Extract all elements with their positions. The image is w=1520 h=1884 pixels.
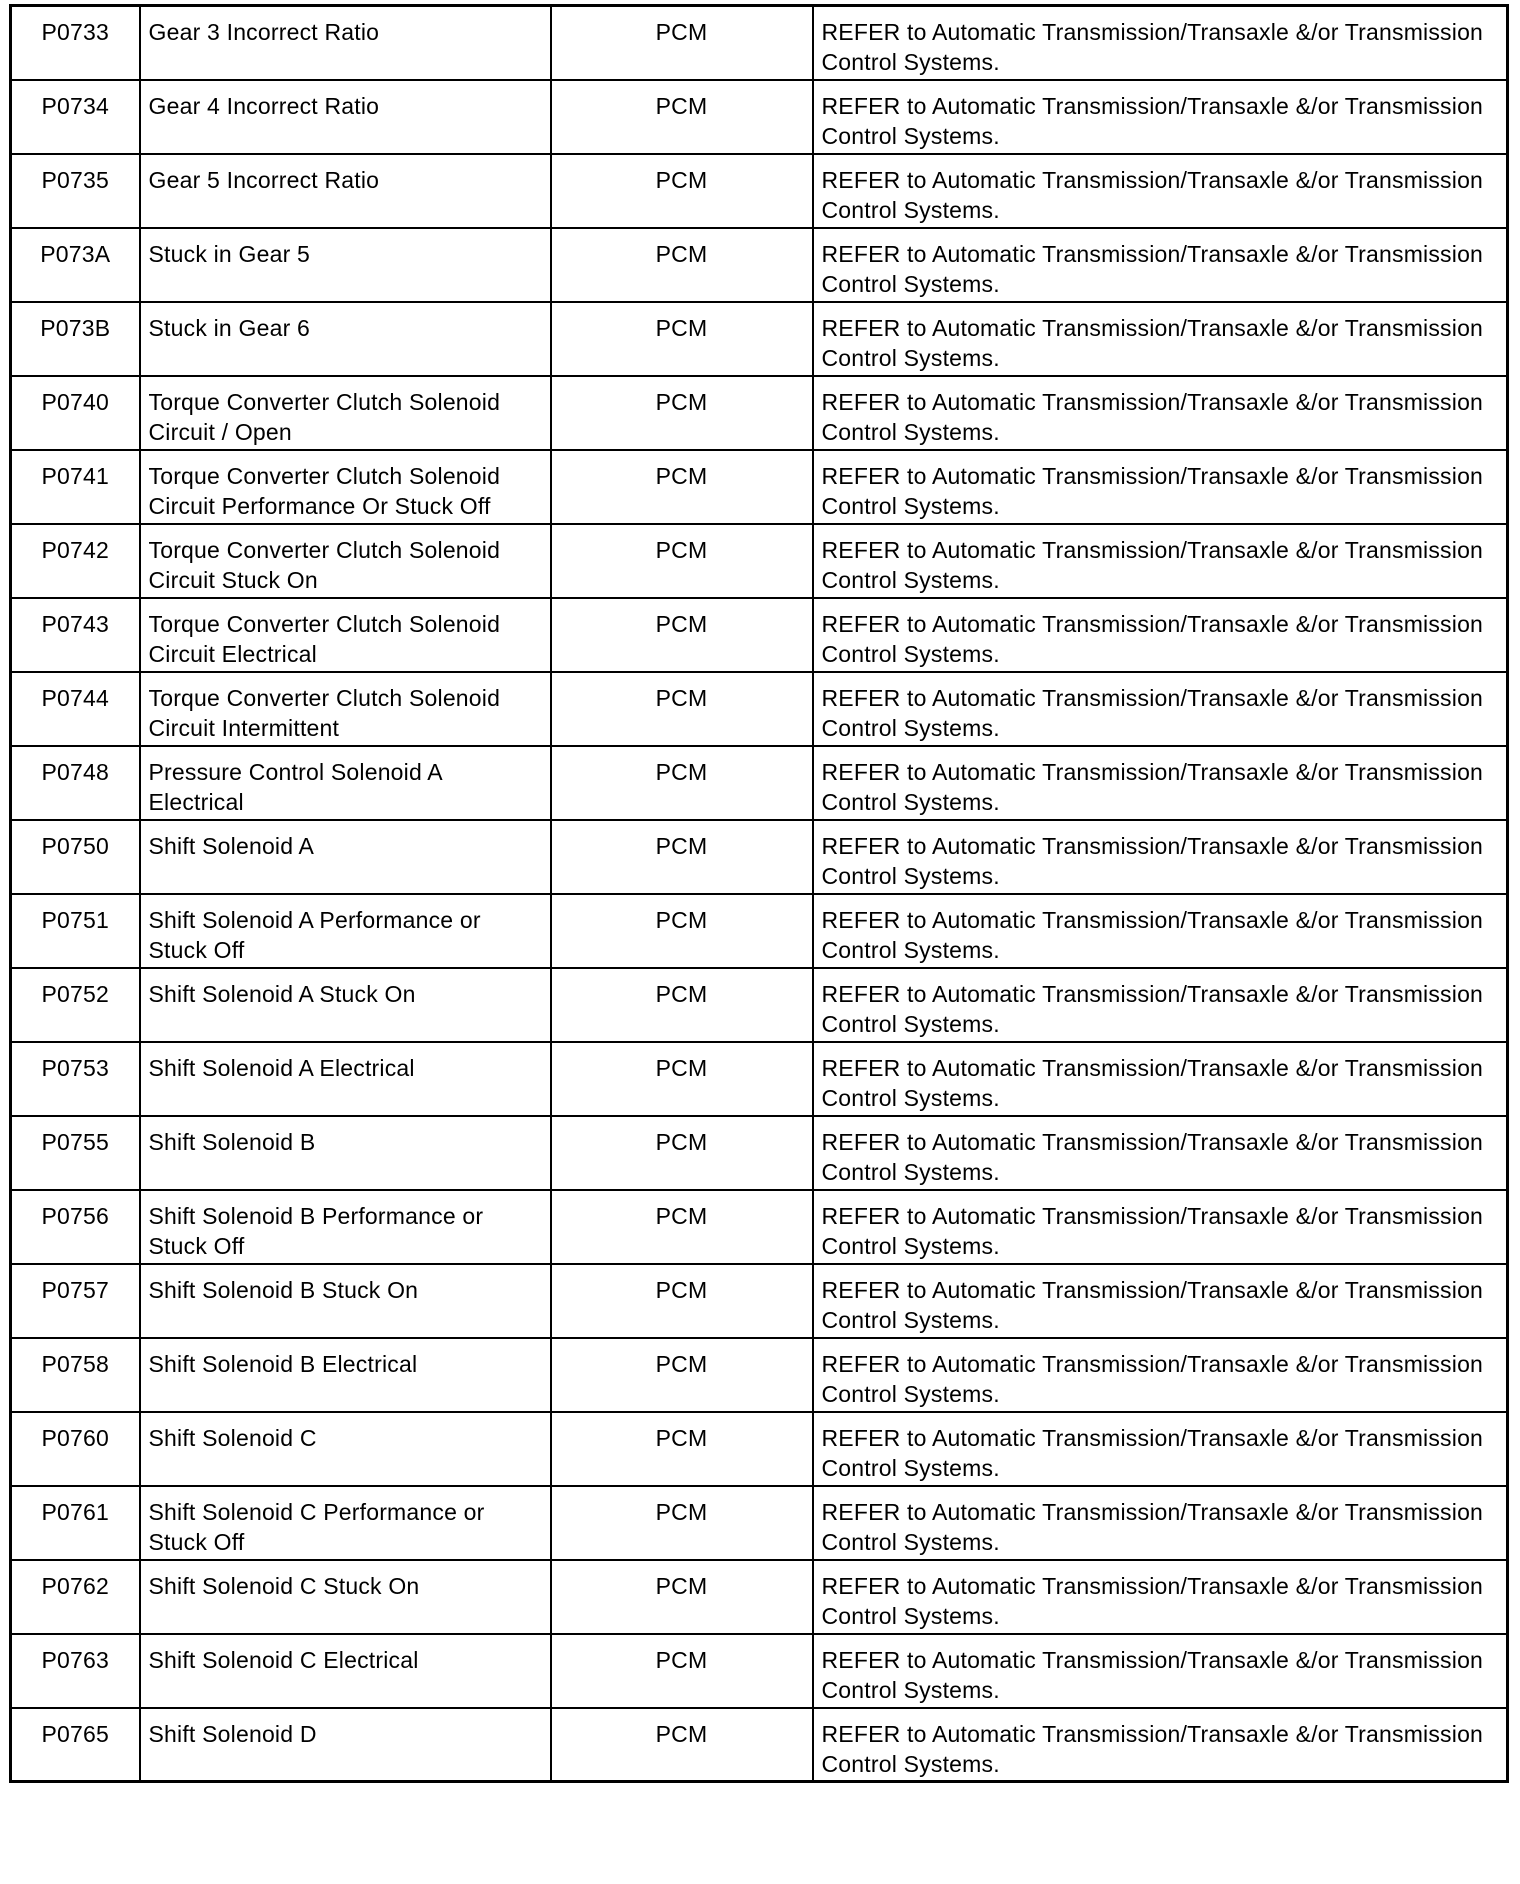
dtc-action-cell: REFER to Automatic Transmission/Transaxle &/or Transmission Control Systems. [813,1190,1508,1264]
table-row [11,1560,1508,1634]
dtc-module-cell: PCM [551,968,813,1042]
dtc-module-cell: PCM [551,1264,813,1338]
dtc-module-cell: PCM [551,1708,813,1782]
dtc-code-cell: P0744 [11,672,140,746]
dtc-action-cell: REFER to Automatic Transmission/Transaxle &/or Transmission Control Systems. [813,1486,1508,1560]
dtc-code-cell: P0755 [11,1116,140,1190]
dtc-table [9,4,1509,1783]
dtc-description-cell: Torque Converter Clutch Solenoid Circuit Stuck On [140,524,551,598]
dtc-description-cell: Pressure Control Solenoid A Electrical [140,746,551,820]
dtc-module-cell: PCM [551,598,813,672]
table-row [11,80,1508,154]
dtc-description-cell: Shift Solenoid A Electrical [140,1042,551,1116]
dtc-module-cell: PCM [551,6,813,80]
table-row [11,968,1508,1042]
dtc-module-cell: PCM [551,228,813,302]
table-row [11,598,1508,672]
dtc-module-cell: PCM [551,302,813,376]
dtc-action-cell: REFER to Automatic Transmission/Transaxle &/or Transmission Control Systems. [813,1338,1508,1412]
dtc-action-cell: REFER to Automatic Transmission/Transaxle &/or Transmission Control Systems. [813,1560,1508,1634]
dtc-action-cell: REFER to Automatic Transmission/Transaxle &/or Transmission Control Systems. [813,1708,1508,1782]
dtc-action-cell: REFER to Automatic Transmission/Transaxle &/or Transmission Control Systems. [813,228,1508,302]
dtc-description-cell: Gear 5 Incorrect Ratio [140,154,551,228]
dtc-module-cell: PCM [551,1486,813,1560]
dtc-code-cell: P0740 [11,376,140,450]
dtc-code-cell: P0733 [11,6,140,80]
dtc-code-cell: P0743 [11,598,140,672]
dtc-action-cell: REFER to Automatic Transmission/Transaxle &/or Transmission Control Systems. [813,376,1508,450]
dtc-code-cell: P073A [11,228,140,302]
table-row [11,1412,1508,1486]
dtc-description-cell: Shift Solenoid C Electrical [140,1634,551,1708]
dtc-description-cell: Torque Converter Clutch Solenoid Circuit Performance Or Stuck Off [140,450,551,524]
dtc-action-cell: REFER to Automatic Transmission/Transaxle &/or Transmission Control Systems. [813,1042,1508,1116]
dtc-description-cell: Shift Solenoid B Electrical [140,1338,551,1412]
dtc-description-cell: Shift Solenoid B [140,1116,551,1190]
dtc-description-cell: Shift Solenoid C Stuck On [140,1560,551,1634]
dtc-action-cell: REFER to Automatic Transmission/Transaxle &/or Transmission Control Systems. [813,598,1508,672]
dtc-code-cell: P0752 [11,968,140,1042]
dtc-description-cell: Shift Solenoid B Stuck On [140,1264,551,1338]
table-row [11,6,1508,80]
table-row [11,672,1508,746]
dtc-action-cell: REFER to Automatic Transmission/Transaxle &/or Transmission Control Systems. [813,302,1508,376]
dtc-module-cell: PCM [551,1412,813,1486]
dtc-code-cell: P0742 [11,524,140,598]
dtc-module-cell: PCM [551,672,813,746]
dtc-action-cell: REFER to Automatic Transmission/Transaxle &/or Transmission Control Systems. [813,746,1508,820]
dtc-code-cell: P0751 [11,894,140,968]
dtc-module-cell: PCM [551,1560,813,1634]
dtc-module-cell: PCM [551,1338,813,1412]
dtc-description-cell: Shift Solenoid A [140,820,551,894]
table-row [11,746,1508,820]
dtc-description-cell: Shift Solenoid B Performance or Stuck Off [140,1190,551,1264]
dtc-description-cell: Shift Solenoid D [140,1708,551,1782]
dtc-module-cell: PCM [551,1042,813,1116]
dtc-module-cell: PCM [551,1634,813,1708]
table-row [11,524,1508,598]
dtc-description-cell: Stuck in Gear 6 [140,302,551,376]
dtc-action-cell: REFER to Automatic Transmission/Transaxle &/or Transmission Control Systems. [813,1116,1508,1190]
table-row [11,820,1508,894]
dtc-action-cell: REFER to Automatic Transmission/Transaxle &/or Transmission Control Systems. [813,450,1508,524]
dtc-action-cell: REFER to Automatic Transmission/Transaxle &/or Transmission Control Systems. [813,6,1508,80]
table-row [11,1264,1508,1338]
dtc-code-cell: P0753 [11,1042,140,1116]
dtc-action-cell: REFER to Automatic Transmission/Transaxle &/or Transmission Control Systems. [813,80,1508,154]
table-row [11,450,1508,524]
dtc-module-cell: PCM [551,1190,813,1264]
dtc-description-cell: Gear 4 Incorrect Ratio [140,80,551,154]
dtc-description-cell: Shift Solenoid C [140,1412,551,1486]
dtc-module-cell: PCM [551,376,813,450]
dtc-description-cell: Shift Solenoid C Performance or Stuck Off [140,1486,551,1560]
dtc-code-cell: P0734 [11,80,140,154]
dtc-code-cell: P0763 [11,1634,140,1708]
dtc-code-cell: P0765 [11,1708,140,1782]
table-row [11,1190,1508,1264]
dtc-module-cell: PCM [551,154,813,228]
dtc-code-cell: P0735 [11,154,140,228]
table-row [11,302,1508,376]
dtc-module-cell: PCM [551,820,813,894]
dtc-code-cell: P0758 [11,1338,140,1412]
dtc-action-cell: REFER to Automatic Transmission/Transaxle &/or Transmission Control Systems. [813,820,1508,894]
table-row [11,1708,1508,1782]
dtc-table-body [11,6,1508,1782]
dtc-description-cell: Torque Converter Clutch Solenoid Circuit Electrical [140,598,551,672]
dtc-action-cell: REFER to Automatic Transmission/Transaxle &/or Transmission Control Systems. [813,672,1508,746]
dtc-action-cell: REFER to Automatic Transmission/Transaxle &/or Transmission Control Systems. [813,1634,1508,1708]
dtc-description-cell: Stuck in Gear 5 [140,228,551,302]
table-row [11,228,1508,302]
dtc-description-cell: Shift Solenoid A Stuck On [140,968,551,1042]
dtc-code-cell: P0756 [11,1190,140,1264]
table-row [11,1042,1508,1116]
dtc-module-cell: PCM [551,450,813,524]
dtc-action-cell: REFER to Automatic Transmission/Transaxle &/or Transmission Control Systems. [813,1264,1508,1338]
dtc-action-cell: REFER to Automatic Transmission/Transaxle &/or Transmission Control Systems. [813,894,1508,968]
table-row [11,376,1508,450]
table-row [11,154,1508,228]
dtc-code-cell: P0750 [11,820,140,894]
table-row [11,1634,1508,1708]
table-row [11,1116,1508,1190]
table-row [11,1338,1508,1412]
dtc-module-cell: PCM [551,524,813,598]
dtc-module-cell: PCM [551,1116,813,1190]
table-row [11,1486,1508,1560]
dtc-module-cell: PCM [551,894,813,968]
dtc-action-cell: REFER to Automatic Transmission/Transaxle &/or Transmission Control Systems. [813,968,1508,1042]
dtc-code-cell: P0760 [11,1412,140,1486]
dtc-description-cell: Gear 3 Incorrect Ratio [140,6,551,80]
dtc-action-cell: REFER to Automatic Transmission/Transaxle &/or Transmission Control Systems. [813,524,1508,598]
dtc-code-cell: P0741 [11,450,140,524]
dtc-description-cell: Shift Solenoid A Performance or Stuck Off [140,894,551,968]
dtc-module-cell: PCM [551,746,813,820]
dtc-code-cell: P0761 [11,1486,140,1560]
table-row [11,894,1508,968]
dtc-action-cell: REFER to Automatic Transmission/Transaxle &/or Transmission Control Systems. [813,154,1508,228]
dtc-code-cell: P0748 [11,746,140,820]
dtc-action-cell: REFER to Automatic Transmission/Transaxle &/or Transmission Control Systems. [813,1412,1508,1486]
dtc-code-cell: P0762 [11,1560,140,1634]
dtc-code-cell: P073B [11,302,140,376]
dtc-module-cell: PCM [551,80,813,154]
dtc-description-cell: Torque Converter Clutch Solenoid Circuit / Open [140,376,551,450]
dtc-description-cell: Torque Converter Clutch Solenoid Circuit Intermittent [140,672,551,746]
dtc-code-cell: P0757 [11,1264,140,1338]
